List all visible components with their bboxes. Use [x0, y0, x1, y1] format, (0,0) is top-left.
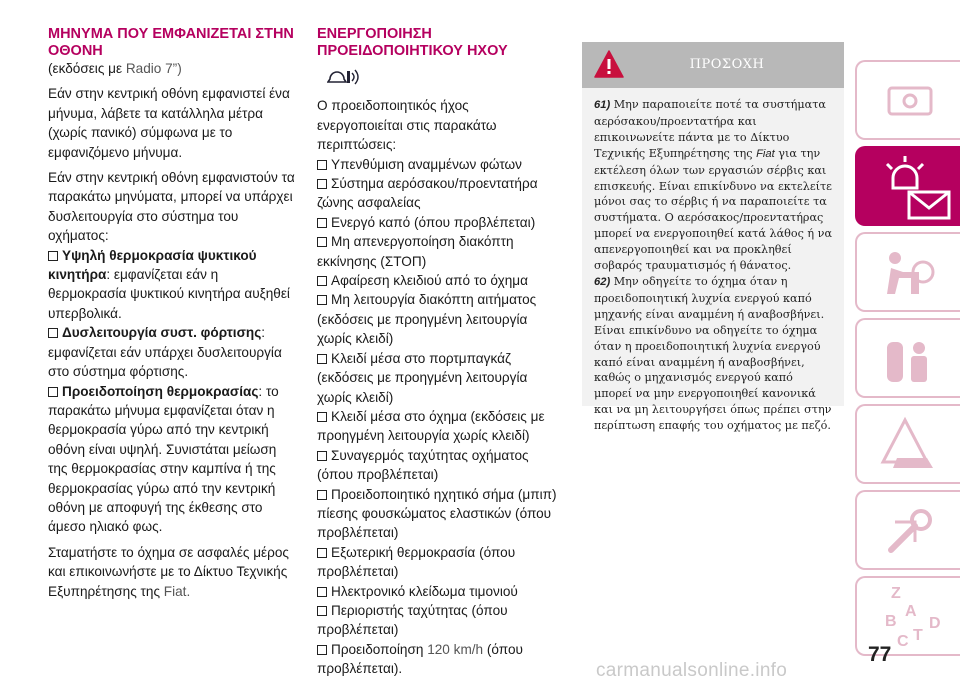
list-item: Μη λειτουργία διακόπτη αιτήματος (εκδόσεις με προηγμένη λειτουργία χωρίς κλειδί) — [317, 292, 537, 347]
page-number: 77 — [868, 643, 892, 666]
checkbox-bullet-icon — [317, 276, 327, 286]
checkbox-bullet-icon — [317, 218, 327, 228]
paragraph: Εάν στην κεντρική οθόνη εμφανιστεί ένα μήνυμα, λάβετε τα κατάλληλα μέτρα (χωρίς πανικό) σύμφωνα με το εμφανιζόμενο μήνυμα. — [48, 86, 290, 160]
checkbox-bullet-icon — [317, 179, 327, 189]
paragraph: Ο προειδοποιητικός ήχος ενεργοποιείται στις παρακάτω περιπτώσεις: — [317, 98, 497, 153]
checkbox-bullet-icon — [317, 490, 327, 500]
checkbox-bullet-icon — [317, 451, 327, 461]
list-item: Κλειδί μέσα στο όχημα (εκδόσεις με προηγμένη λειτουργία χωρίς κλειδί) — [317, 408, 545, 444]
middle-column — [317, 26, 557, 678]
list-item: Μη απενεργοποίηση διακόπτη εκκίνησης (ΣΤΟΠ) — [317, 234, 514, 269]
paragraph: Εάν στην κεντρική οθόνη εμφανιστούν τα παρακάτω μηνύματα, μπορεί να υπάρχει δυσλειτουργία στο σύστημα του οχήματος: — [48, 170, 295, 244]
checkbox-bullet-icon — [317, 645, 327, 655]
chapter-sidebar — [855, 60, 960, 678]
checkbox-bullet-icon — [317, 548, 327, 558]
list-item: Σύστημα αερόσακου/προεντατήρα ζώνης ασφαλείας — [317, 176, 538, 211]
checkbox-bullet-icon — [317, 160, 327, 170]
section-heading-display-message: ΜΗΝΥΜΑ ΠΟΥ ΕΜΦΑΝΙΖΕΤΑΙ ΣΤΗΝ ΟΘΟΝΗ — [48, 26, 294, 59]
tab-car-breakdown[interactable] — [855, 404, 960, 484]
note-62: 62) Μην οδηγείτε το όχημα όταν η προειδοποιητική λυχνία ενεργού καπό μηχανής είναι αναμμένη ή αναβοσβήνει. Είναι επικίνδυνο να οδηγείτε το όχημα όταν η προειδοποιητική λυχνία ενεργού καπό είναι αναμμένη ή αναβοσβήνει, καθώς ο μηχανισμός ενεργού καπό μπορεί να μην ενεργοποιηθεί κανονικά και να μη λειτουργήσει όπως πρέπει στην περίπτωση επαφής του οχήματος με πεζό. — [594, 274, 832, 433]
warning-panel — [582, 42, 844, 433]
car-breakdown-icon — [857, 406, 960, 486]
warning-lights-icon — [857, 148, 960, 228]
index-letter: A — [905, 603, 917, 620]
list-item: Περιοριστής ταχύτητας (όπου προβλέπεται) — [317, 602, 508, 638]
note-61: 61) Μην παραποιείτε ποτέ τα συστήματα αερόσακου/προεντατήρα και επικοινωνείτε πάντα με το Δίκτυο Τεχνικής Εξυπηρέτησης της Fiat για την εκτέλεση όλων των εργασιών σέρβις και επισκευής. Είναι επικίνδυνο να εκτελείτε μόνοι σας το σέρβις ή να παραποιείτε τα συστήματα. Ο αερόσακος/προεντατήρας μπορεί να ενεργοποιηθεί κατά λάθος ή να απενεργοποιηθεί και να προκληθεί σοβαρός τραυματισμός ή θάνατος. — [594, 98, 833, 273]
car-info-icon — [857, 62, 960, 142]
list-item: Προειδοποιητικό ηχητικό σήμα (μπιπ) πίεσης φουσκώματος ελαστικών (όπου προβλέπεται) — [317, 486, 557, 541]
section-subheading: (εκδόσεις με Radio 7”) — [48, 61, 182, 76]
checkbox-bullet-icon — [317, 354, 327, 364]
warning-header — [582, 42, 844, 88]
list-item: Ενεργό καπό (όπου προβλέπεται) — [317, 213, 557, 232]
checkbox-bullet-icon — [317, 412, 327, 422]
airbag-icon — [857, 234, 960, 314]
index-letter: D — [929, 615, 941, 632]
index-letter: T — [913, 627, 923, 644]
tab-wrench[interactable] — [855, 490, 960, 570]
index-letter: B — [885, 613, 897, 630]
index-letter: Z — [891, 585, 901, 602]
checkbox-bullet-icon — [317, 587, 327, 597]
checkbox-bullet-icon — [317, 237, 327, 247]
list-item: Ηλεκτρονικό κλείδωμα τιμονιού — [317, 582, 557, 601]
checkbox-bullet-icon — [317, 606, 327, 616]
left-column — [48, 26, 298, 601]
paragraph: Σταματήστε το όχημα σε ασφαλές μέρος και επικοινωνήστε με το Δίκτυο Τεχνικής Εξυπηρέτησης της Fiat. — [48, 544, 289, 599]
list-item: Συναγερμός ταχύτητας οχήματος (όπου προβλέπεται) — [317, 447, 529, 483]
checkbox-bullet-icon — [317, 295, 327, 305]
list-item: Δυσλειτουργία συστ. φόρτισης: εμφανίζεται εάν υπάρχει δυσλειτουργία στο σύστημα φόρτισης. — [48, 325, 282, 380]
buzzer-list — [317, 155, 557, 678]
warning-title: ΠΡΟΣΟΧΗ — [689, 57, 765, 72]
watermark: carmanualsonline.info — [596, 660, 788, 678]
list-item: Προειδοποίηση 120 km/h (όπου προβλέπεται). — [317, 641, 523, 677]
list-item: Προειδοποίηση θερμοκρασίας: το παρακάτω μήνυμα εμφανίζεται όταν η θερμοκρασία γύρω από την κεντρική οθόνη είναι υψηλή. Συνιστάται μείωση της θερμοκρασίας στην καμπίνα ή της θερμοκρασίας γύρω από την κεντρική οθόνη με αποφυγή της έκθεσης στο άμεσο ηλιακό φως. — [48, 383, 279, 535]
tab-warning-lights[interactable] — [855, 146, 960, 226]
tab-key[interactable] — [855, 318, 960, 398]
index-letter: C — [897, 633, 909, 650]
list-item: Εξωτερική θερμοκρασία (όπου προβλέπεται) — [317, 544, 516, 580]
section-heading-warning-buzzer: ΕΝΕΡΓΟΠΟΙΗΣΗ ΠΡΟΕΙΔΟΠΟΙΗΤΙΚΟΥ ΗΧΟΥ — [317, 26, 508, 59]
list-item: Υπενθύμιση αναμμένων φώτων — [317, 155, 557, 174]
tab-car-info[interactable] — [855, 60, 960, 140]
wrench-icon — [857, 492, 960, 572]
list-item: Υψηλή θερμοκρασία ψυκτικού κινητήρα: εμφανίζεται εάν η θερμοκρασία ψυκτικού κινητήρα αυξηθεί υπερβολικά. — [48, 247, 290, 321]
list-item: Κλειδί μέσα στο πορτμπαγκάζ (εκδόσεις με προηγμένη λειτουργία χωρίς κλειδί) — [317, 350, 528, 405]
key-icon — [857, 320, 960, 400]
checkbox-bullet-icon — [48, 251, 58, 261]
list-item: Αφαίρεση κλειδιού από το όχημα — [317, 271, 557, 290]
checkbox-bullet-icon — [48, 387, 58, 397]
checkbox-bullet-icon — [48, 328, 58, 338]
warning-body — [582, 88, 844, 434]
tab-airbag[interactable] — [855, 232, 960, 312]
warning-buzzer-icon — [327, 65, 361, 87]
